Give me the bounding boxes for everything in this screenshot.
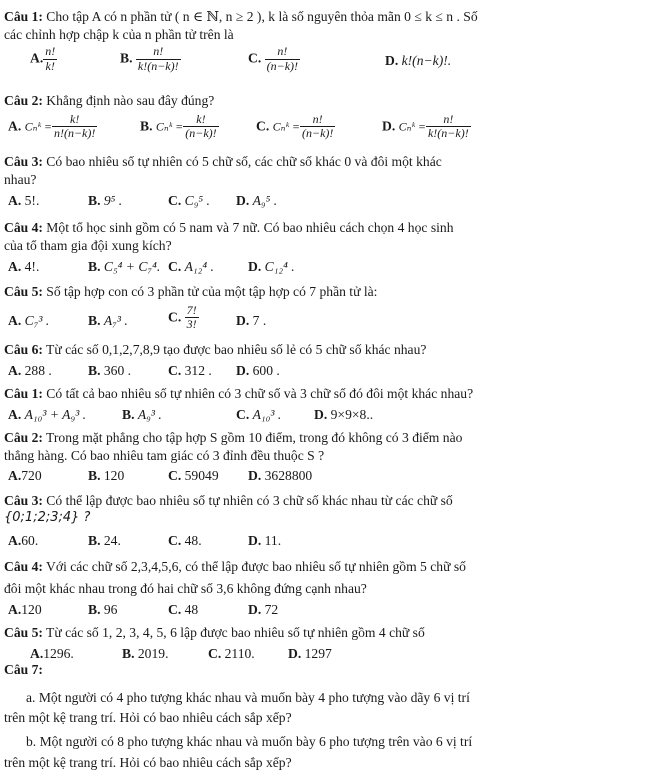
option-a: A. 288 . [8,362,52,378]
question-text: {0;1;2;3;4} ? [4,509,91,525]
question-text: Khẳng định nào sau đây đúng? [42,93,215,108]
question-text: Trong mặt phẳng cho tập hợp S gồm 10 điểm, trong đó không có 3 điểm nào [42,430,463,445]
question-10 [4,558,643,627]
question-text: Có bao nhiêu số tự nhiên có 5 chữ số, các chữ số khác 0 và đôi một khác [42,154,442,169]
option-d: D. Cₙᵏ = $\frac{n!}{k!(n-k)!}$ [382,111,469,141]
option-b: B. A₉³ . [122,406,162,422]
option-c: C. Cₙᵏ = $\frac{n!}{(n-k)!}$ [256,111,334,141]
option-a: A. 4!. [8,259,40,275]
option-c: C. $\frac{n!}{(n-k)!}$ [248,44,299,74]
question-text: Cho tập A có n phần tử ( n ∈ ℕ, n ≥ 2 ), k là số nguyên thỏa mãn 0 ≤ k ≤ n . Số [42,9,478,24]
question-label: Câu 4: [4,220,43,235]
option-d: D. 7 . [236,312,267,328]
option-a: A. C₇³ . [8,312,50,328]
option-a: A. $\frac{n!}{k!}$ [30,44,56,74]
question-label: Câu 2: [4,93,43,108]
question-7 [4,385,643,432]
question-text: Một tổ học sinh gồm có 5 nam và 7 nữ. Có bao nhiêu cách chọn 4 học sinh [42,220,454,235]
option-b: B. 2019. [122,645,169,661]
option-c: C. C₉⁵ . [168,193,210,209]
question-text: Với các chữ số 2,3,4,5,6, có thể lập được bao nhiêu số tự nhiên gồm 5 chữ số [42,559,466,574]
option-a: A.120 [8,602,42,618]
option-c: C. 48 [168,602,199,618]
option-b: B. 9⁵ . [88,193,123,209]
option-a: A.720 [8,468,42,484]
option-b: B. A₇³ . [88,312,128,328]
option-d: D. 11. [248,532,282,548]
question-text: thẳng hàng. Có bao nhiêu tam giác có 3 đỉnh đều thuộc S ? [4,447,325,463]
question-label: Câu 3: [4,493,43,508]
question-1 [4,8,643,79]
question-label: Câu 5: [4,284,43,299]
question-8 [4,429,643,493]
option-d: D. k!(n−k)!. [385,53,452,69]
part-b-text: b. Một người có 8 pho tượng khác nhau và muốn bày 6 pho tượng trên vào 6 vị trí [26,734,473,750]
option-d: D. C₁₂⁴ . [248,259,295,275]
option-b: B. 120 [88,468,125,484]
question-label: Câu 2: [4,430,43,445]
question-4 [4,219,643,284]
question-label: Câu 5: [4,625,43,640]
option-a: A. A₁₀³ + A₉³ . [8,406,87,422]
option-c: C. 2110. [208,645,255,661]
option-d: D. 600 . [236,362,280,378]
question-text: nhau? [4,171,37,187]
option-c: C. 312 . [168,362,212,378]
option-d: D. A₉⁵ . [236,193,278,209]
option-c: C. 59049 [168,468,219,484]
question-label: Câu 1: [4,9,43,24]
question-text: của tổ tham gia đội xung kích? [4,237,172,253]
question-label: Câu 4: [4,559,43,574]
option-a: A.1296. [30,645,74,661]
question-5 [4,283,643,340]
option-c: C. 48. [168,532,202,548]
question-9 [4,492,643,558]
question-2 [4,92,643,149]
question-3 [4,153,643,218]
option-a: A.60. [8,532,39,548]
option-c: C. A₁₂⁴ . [168,259,214,275]
question-text: Có tất cả bao nhiêu số tự nhiên có 3 chữ số và 3 chữ số đó đôi một khác nhau? [42,386,474,401]
option-d: D. 1297 [288,645,332,661]
question-12 [4,661,643,771]
option-a: A. 5!. [8,193,40,209]
option-d: D. 72 [248,602,279,618]
question-text: các chỉnh hợp chập k của n phần tử trên là [4,26,234,42]
option-b: B. 24. [88,532,121,548]
part-a-text: trên một kệ trang trí. Hỏi có bao nhiêu cách sắp xếp? [4,710,292,726]
question-text: Có thể lập được bao nhiêu số tự nhiên có 3 chữ số khác nhau từ các chữ số [42,493,453,508]
option-b: B. 360 . [88,362,132,378]
question-6 [4,341,643,388]
option-b: B. Cₙᵏ = $\frac{k!}{(n-k)!}$ [140,111,217,141]
question-label: Câu 3: [4,154,43,169]
option-b: B. C₅⁴ + C₇⁴. [88,259,161,275]
question-text: Từ các số 0,1,2,7,8,9 tạo được bao nhiêu số lẻ có 5 chữ số khác nhau? [42,342,427,357]
option-a: A. Cₙᵏ = $\frac{k!}{n!(n-k)!}$ [8,111,96,141]
part-a-text: a. Một người có 4 pho tượng khác nhau và muốn bày 4 pho tượng vào dãy 6 vị trí [26,689,470,705]
question-label: Câu 1: [4,386,43,401]
part-b-text: trên một kệ trang trí. Hỏi có bao nhiêu cách sắp xếp? [4,754,292,770]
option-c: C. $\frac{7!}{3!}$ [168,302,197,332]
option-b: B. $\frac{n!}{k!(n-k)!}$ [120,44,179,74]
option-b: B. 96 [88,602,118,618]
question-text: đôi một khác nhau trong đó hai chữ số 3,6 không đứng cạnh nhau? [4,580,367,596]
question-text: Số tập hợp con có 3 phần tử của một tập hợp có 7 phần tử là: [42,284,378,299]
option-d: D. 9×9×8.. [314,406,374,422]
option-d: D. 3628800 [248,468,313,484]
question-text: Từ các số 1, 2, 3, 4, 5, 6 lập được bao nhiêu số tự nhiên gồm 4 chữ số [42,625,425,640]
question-label: Câu 6: [4,342,43,357]
question-label: Câu 7: [4,662,43,677]
option-c: C. A₁₀³ . [236,406,282,422]
